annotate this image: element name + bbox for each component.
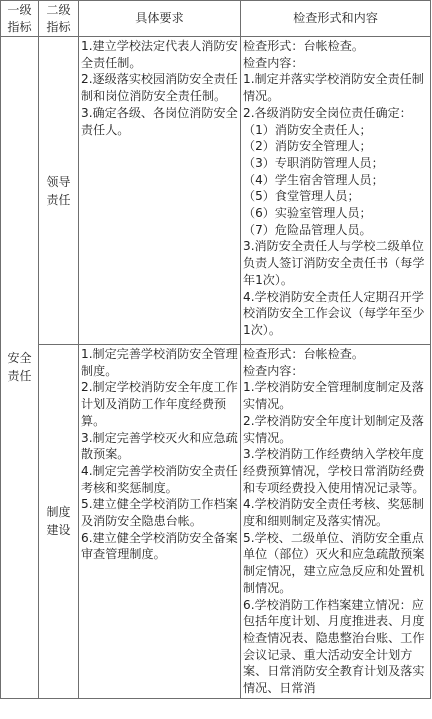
check-item: （4）学生宿舍管理人员； [243, 172, 384, 187]
requirement-item: 4.制定完善学校消防安全责任考核和奖惩制度。 [81, 463, 238, 495]
check-item: 6.学校消防工作档案建立情况：应包括年度计划、月度推进表、月度检查情况表、隐患整治台账、工作会议记录、重大活动安全计划方案、日常消防安全教育计划及落实情况、日常消 [243, 597, 425, 696]
header-check: 检查形式和内容 [241, 1, 431, 37]
header-level2: 二级指标 [39, 1, 79, 37]
check-item: （3）专职消防管理人员； [243, 155, 384, 170]
requirements-cell [79, 345, 241, 699]
check-item: 2.各级消防安全岗位责任确定： [243, 105, 412, 120]
check-item: 1.制定并落实学校消防安全责任制情况。 [243, 72, 424, 104]
check-item: 检查内容： [243, 55, 304, 70]
requirement-item: 2.逐级落实校园消防安全责任制和岗位消防安全责任制。 [81, 72, 238, 104]
requirement-item: 1.制定完善学校消防安全管理制度。 [81, 347, 238, 378]
check-item: 3.消防安全责任人与学校二级单位负责人签订消防安全责任书（每学年1次）。 [243, 239, 425, 287]
table-header-row [1, 1, 431, 37]
check-item: （7）危险品管理人员。 [243, 222, 372, 237]
check-cell [241, 345, 431, 699]
requirement-item: 2.制定学校消防安全年度工作计划及消防工作年度经费预算。 [81, 380, 238, 428]
check-cell [241, 37, 431, 345]
check-item: 2.学校消防安全年度计划制定及落实情况。 [243, 413, 424, 445]
check-item: 检查形式：台帐检查。 [243, 347, 364, 361]
check-item: 4.学校消防安全责任考核、奖惩制度和细则制定及落实情况。 [243, 497, 424, 529]
table-row [1, 345, 431, 699]
check-item: 5.学校、二级单位、消防安全重点单位（部位）灭火和应急疏散预案制定情况，建立应急反应和处置机制情况。 [243, 530, 425, 595]
requirement-item: 6.建立健全学校消防安全备案审查管理制度。 [81, 530, 238, 562]
check-item: （1）消防安全责任人； [243, 122, 372, 137]
check-item: 3.学校消防工作经费纳入学校年度经费预算情况，学校日常消防经费和专项经费投入使用情况记录等。 [243, 447, 425, 495]
requirement-item: 3.确定各级、各岗位消防安全责任人。 [81, 105, 238, 137]
requirement-item: 3.制定完善学校灭火和应急疏散预案。 [81, 430, 238, 462]
header-requirements: 具体要求 [79, 1, 241, 37]
level1-cell: 安全责任 [1, 37, 39, 699]
requirement-item: 5.建立健全学校消防工作档案及消防安全隐患台帐。 [81, 497, 238, 529]
check-item: 1.学校消防安全管理制度制定及落实情况。 [243, 380, 424, 412]
check-item: （2）消防安全管理人； [243, 139, 372, 154]
check-item: 检查内容： [243, 363, 304, 378]
level2-cell: 领导责任 [39, 37, 79, 345]
level2-cell: 制度建设 [39, 345, 79, 699]
requirement-item: 1.建立学校法定代表人消防安全责任制。 [81, 39, 238, 70]
check-item: 4.学校消防安全责任人定期召开学校消防安全工作会议（每学年至少1次）。 [243, 289, 425, 337]
check-item: （6）实验室管理人员； [243, 206, 372, 221]
check-item: 检查形式：台帐检查。 [243, 39, 364, 53]
table-row [1, 37, 431, 345]
header-level1: 一级指标 [1, 1, 39, 37]
requirements-cell [79, 37, 241, 345]
check-item: （5）食堂管理人员； [243, 189, 360, 204]
